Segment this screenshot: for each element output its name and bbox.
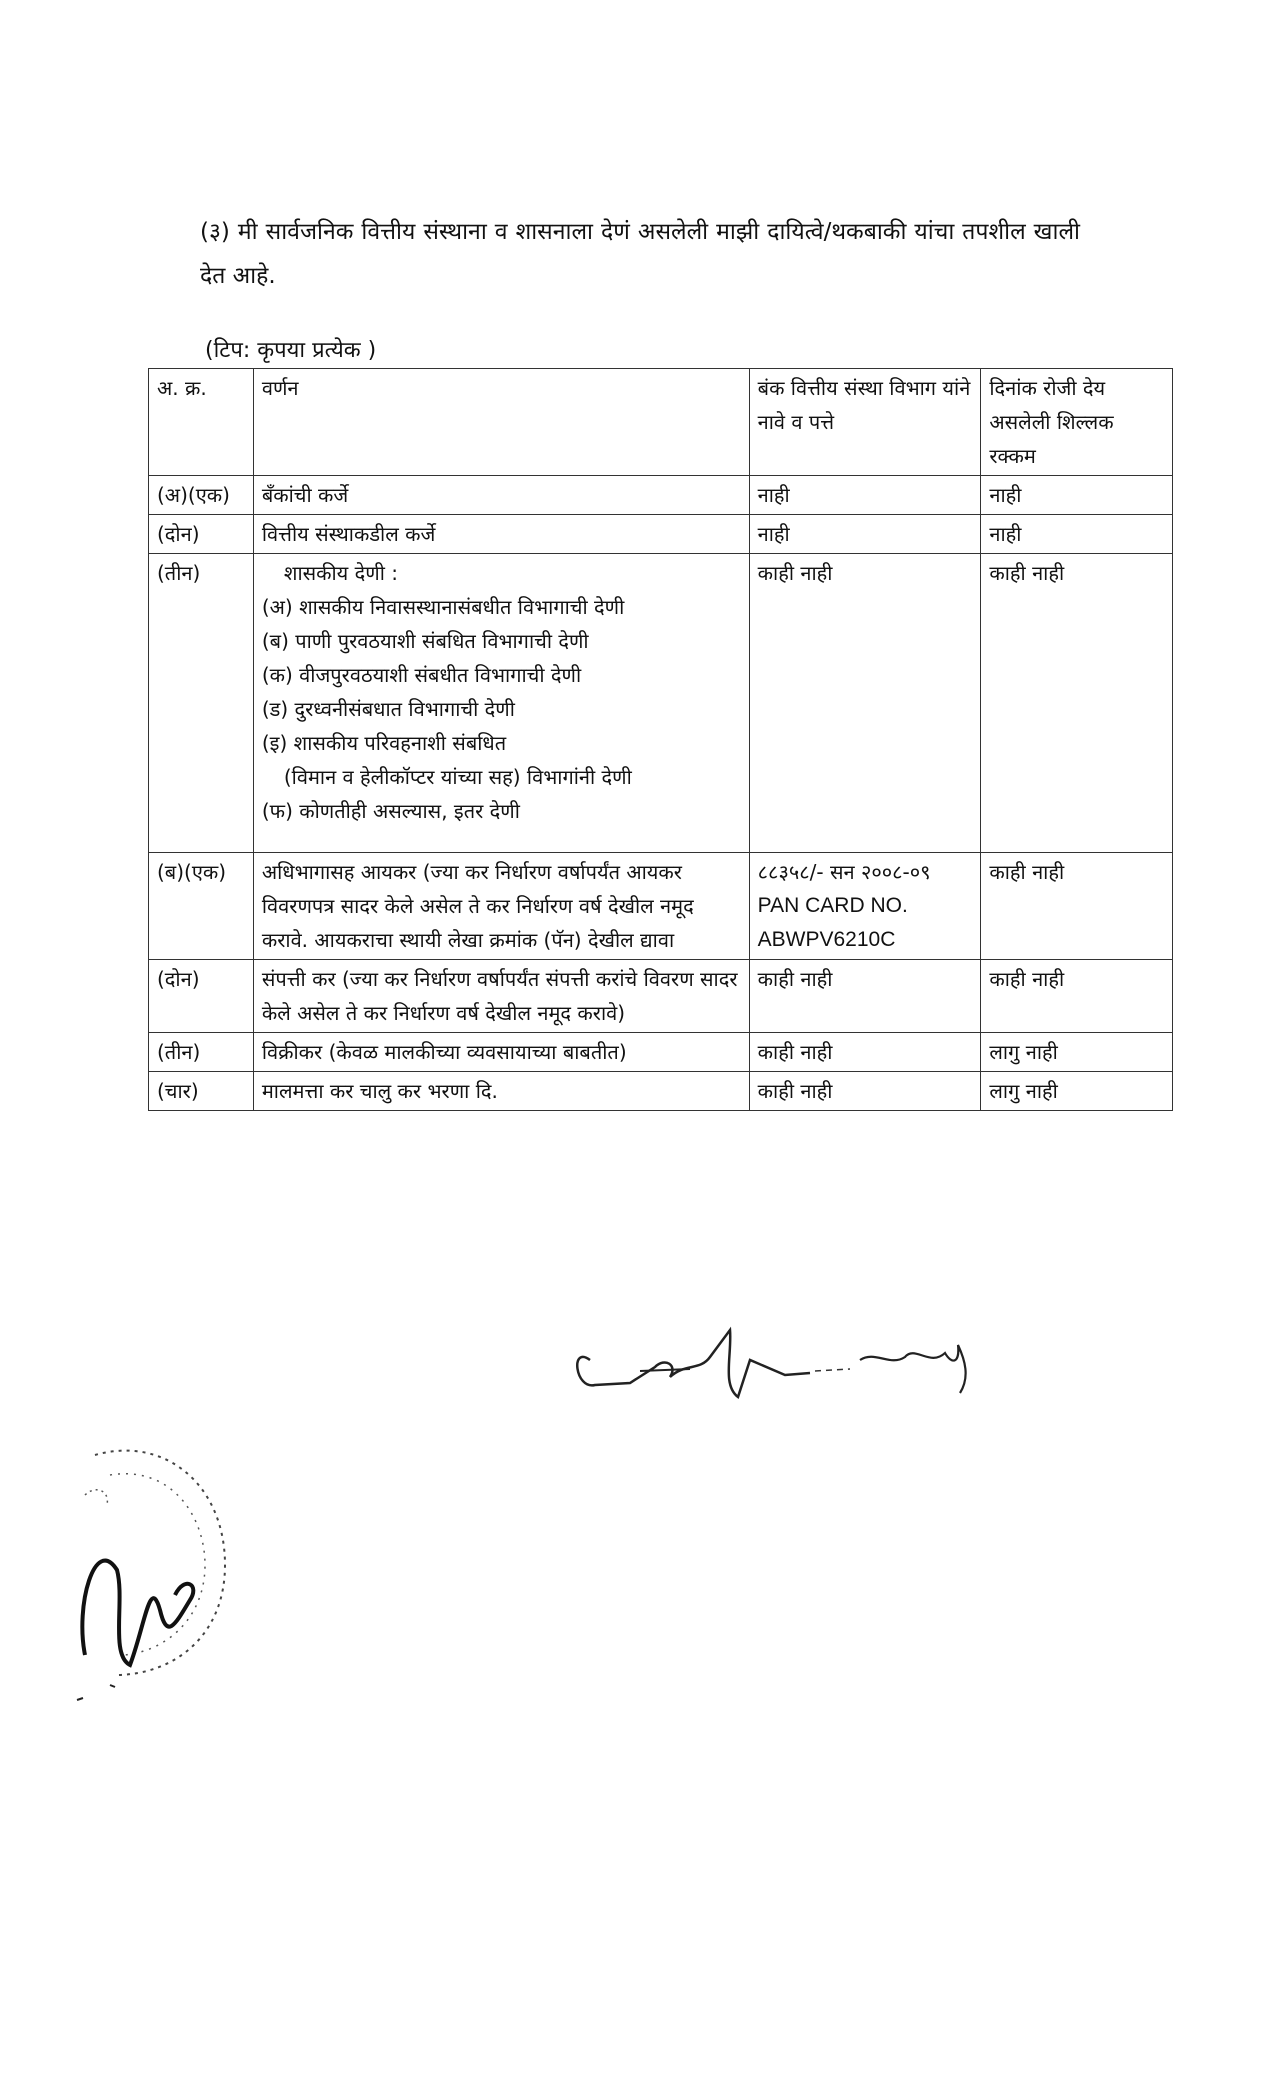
row-amount: लागु नाही xyxy=(981,1033,1173,1072)
row-amount: लागु नाही xyxy=(981,1072,1173,1111)
govt-dues-item: (क) वीजपुरवठयाशी संबधीत विभागाची देणी xyxy=(261,663,582,687)
row-desc: वित्तीय संस्थाकडील कर्जे xyxy=(253,515,749,554)
row-sr: (दोन) xyxy=(149,960,254,1033)
signature xyxy=(560,1305,1020,1415)
govt-dues-item: (ब) पाणी पुरवठयाशी संबधित विभागाची देणी xyxy=(261,629,589,653)
pan-label: PAN CARD NO. xyxy=(757,894,908,917)
row-amount: काही नाही xyxy=(981,960,1173,1033)
row-desc: विक्रीकर (केवळ मालकीच्या व्यवसायाच्या बाबतीत) xyxy=(253,1033,749,1072)
row-bank: नाही xyxy=(749,476,981,515)
govt-dues-title: शासकीय देणी : xyxy=(283,561,398,585)
row-amount: नाही xyxy=(981,476,1173,515)
header-sr: अ. क्र. xyxy=(149,369,254,476)
row-desc: अधिभागासह आयकर (ज्या कर निर्धारण वर्षापर्यंत आयकर विवरणपत्र सादर केले असेल ते कर निर्धारण वर्ष देखील नमूद करावे. आयकराचा स्थायी लेखा क्रमांक (पॅन) देखील द्यावा xyxy=(253,853,749,960)
row-sr: (तीन) xyxy=(149,554,254,853)
govt-dues-item: (फ) कोणतीही असल्यास, इतर देणी xyxy=(261,799,520,823)
header-desc: वर्णन xyxy=(253,369,749,476)
row-bank: नाही xyxy=(749,515,981,554)
row-bank xyxy=(749,853,981,960)
row-bank: काही नाही xyxy=(749,960,981,1033)
income-tax-amount: ८८३५८/- सन २००८-०९ xyxy=(757,860,931,884)
table-row xyxy=(149,515,1173,554)
row-sr: (ब)(एक) xyxy=(149,853,254,960)
govt-dues-item: (ड) दुरध्वनीसंबधात विभागाची देणी xyxy=(261,697,515,721)
liabilities-table xyxy=(148,368,1173,1111)
header-bank: बंक वित्तीय संस्था विभाग यांने नावे व पत्ते xyxy=(749,369,981,476)
govt-dues-item: (इ) शासकीय परिवहनाशी संबधित xyxy=(261,731,507,755)
row-amount: काही नाही xyxy=(981,853,1173,960)
row-sr: (दोन) xyxy=(149,515,254,554)
govt-dues-item: (अ) शासकीय निवासस्थानासंबधीत विभागाची देणी xyxy=(261,595,625,619)
row-sr: (तीन) xyxy=(149,1033,254,1072)
row-desc: मालमत्ता कर चालु कर भरणा दि. xyxy=(253,1072,749,1111)
row-bank: काही नाही xyxy=(749,1033,981,1072)
table-row xyxy=(149,554,1173,853)
seal-stamp xyxy=(55,1425,255,1725)
row-amount: नाही xyxy=(981,515,1173,554)
intro-paragraph: (३) मी सार्वजनिक वित्तीय संस्थाना व शासनाला देणं असलेली माझी दायित्वे/थकबाकी यांचा तपशील खाली देत आहे. xyxy=(200,219,1080,289)
row-amount: काही नाही xyxy=(981,554,1173,853)
row-bank: काही नाही xyxy=(749,554,981,853)
table-row xyxy=(149,476,1173,515)
table-header-row xyxy=(149,369,1173,476)
row-desc xyxy=(253,554,749,853)
table-row xyxy=(149,853,1173,960)
pan-number: ABWPV6210C xyxy=(757,928,896,951)
govt-dues-item: (विमान व हेलीकॉप्टर यांच्या सह) विभागांनी देणी xyxy=(283,765,632,789)
row-sr: (अ)(एक) xyxy=(149,476,254,515)
row-desc: बँकांची कर्जे xyxy=(253,476,749,515)
table-row xyxy=(149,1033,1173,1072)
row-bank: काही नाही xyxy=(749,1072,981,1111)
table-row xyxy=(149,1072,1173,1111)
table-row xyxy=(149,960,1173,1033)
row-sr: (चार) xyxy=(149,1072,254,1111)
header-amount: दिनांक रोजी देय असलेली शिल्लक रक्कम xyxy=(981,369,1173,476)
row-desc: संपत्ती कर (ज्या कर निर्धारण वर्षापर्यंत संपत्ती करांचे विवरण सादर केले असेल ते कर निर्धारण वर्ष देखील नमूद करावे) xyxy=(253,960,749,1033)
note-text: (टिप: कृपया प्रत्येक ) xyxy=(205,338,377,363)
